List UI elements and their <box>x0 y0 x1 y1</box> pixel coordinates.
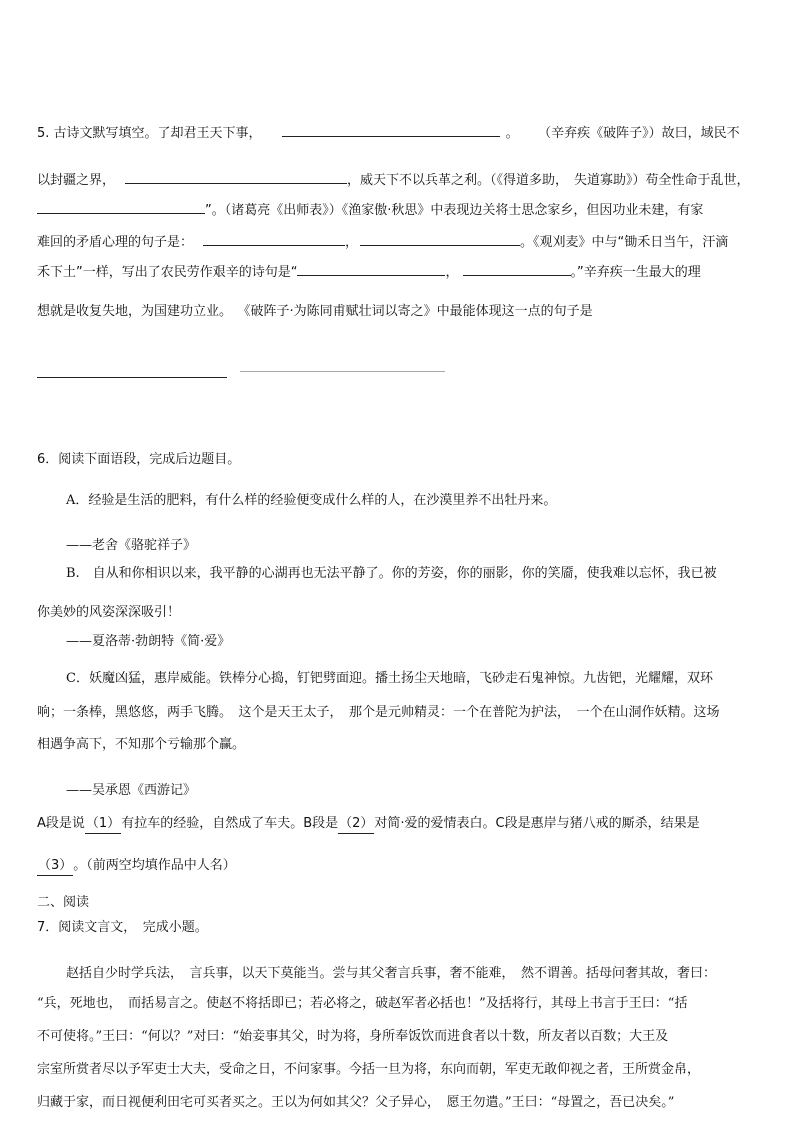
q6-passage-c-2: 响；一条棒，黑悠悠，两手飞腾。 这个是天王太子， 那个是元帅精灵：一个在普陀为护法， 一个在山洞作妖精。这场 <box>37 705 720 720</box>
q5-text-5a: 禾下土”一样，写出了农民劳作艰辛的诗句是“ <box>37 265 298 280</box>
q5-line-5 <box>37 263 701 282</box>
q6-answer-text-d: 对简·爱的爱情表白。C段是惠岸与猪八戒的厮杀，结果是 <box>374 816 700 831</box>
q6-passage-b: B. 自从和你相识以来，我平静的心湖再也无法平静了。你的芳姿，你的丽影，你的笑靥，使我难以忘怀，我已被 <box>66 566 717 581</box>
q5-text-1a: 古诗文默写填空。了却君王天下事， <box>53 126 262 141</box>
q6-source-a: ——老舍《骆驼祥子》 <box>66 538 197 553</box>
q6-passage-c-3: 相遇争高下，不知那个亏输那个赢。 <box>37 737 246 752</box>
answer-blank[interactable] <box>240 371 445 372</box>
q5-line-2 <box>37 171 750 190</box>
q7-paragraph-5: 归藏于家，而日视便利田宅可买者买之。王以为何如其父？父子异心， 愿王勿遣。”王曰：“母置之，吾已决矣。” <box>37 1095 675 1110</box>
q6-passage-b-2: 你美妙的风姿深深吸引！ <box>37 605 181 620</box>
q6-source-b: ——夏洛蒂·勃朗特《简·爱》 <box>66 634 231 649</box>
q7-paragraph-4: 宗室所赏者尽以予军吏士大夫，受命之日，不问家事。今括一旦为将，东向而朝，军吏无敢仰视之者，王所赏金帛， <box>37 1062 701 1077</box>
q5-number: 5. <box>37 126 50 141</box>
answer-blank[interactable] <box>297 263 445 276</box>
q6-passage-a: A．经验是生活的肥料，有什么样的经验便变成什么样的人，在沙漠里养不出牡丹来。 <box>66 493 557 508</box>
q7-paragraph-1: 赵括自少时学兵法， 言兵事，以天下莫能当。尝与其父奢言兵事，奢不能难， 然不谓善。括母问奢其故，奢曰： <box>66 966 717 981</box>
q6-answer-text-e: 。（前两空均填作品中人名） <box>73 858 236 873</box>
answer-blank[interactable] <box>203 233 345 246</box>
answer-blank[interactable] <box>37 377 227 378</box>
q5-text-5b: ， <box>445 265 459 280</box>
q5-text-1b: 。 <box>505 126 519 141</box>
answer-blank-3[interactable]: （3） <box>37 857 73 876</box>
answer-blank-2[interactable]: （2） <box>338 815 374 834</box>
answer-blank-1[interactable]: （1） <box>85 815 121 834</box>
q6-answer-text-a: A段是说 <box>37 816 85 831</box>
q6-passage-c: C．妖魔凶猛，惠岸威能。铁棒分心捣，钉钯劈面迎。播土扬尘天地暗，飞砂走石鬼神惊。九齿钯，光耀耀，双环 <box>66 671 713 686</box>
q5-text-6b: 《破阵子·为陈同甫赋壮词以寄之》中最能体现这一点的句子是 <box>244 304 593 319</box>
answer-blank[interactable] <box>360 233 520 246</box>
q5-line-6 <box>37 303 593 321</box>
answer-blank[interactable] <box>463 263 571 276</box>
answer-blank[interactable] <box>282 124 500 137</box>
q5-text-2b: ，威天下不以兵革之利。（《得道多助， <box>347 173 569 188</box>
q5-line-4 <box>37 233 728 252</box>
q6-heading: 6．阅读下面语段，完成后边题目。 <box>37 452 241 467</box>
q5-line-1 <box>37 124 740 143</box>
q7-heading: 7．阅读文言文， 完成小题。 <box>37 920 208 935</box>
q5-text-4c: 。《观刈麦》中与“锄禾日当午，汗滴 <box>520 235 729 250</box>
q5-line-3 <box>37 201 703 220</box>
q6-source-c: ——吴承恩《西游记》 <box>66 783 197 798</box>
q5-text-3a: ”。（诸葛亮《出师表》）《渔家傲·秋思》中表现边关将士思念家乡，但因功业未建，有家 <box>205 203 704 218</box>
q5-text-2a: 以封疆之界， <box>37 173 116 188</box>
q5-text-2c: 失道寡助》）苟全性命于乱世， <box>574 173 750 188</box>
q7-paragraph-2: “兵，死地也， 而括易言之。使赵不将括即已；若必将之，破赵军者必括也！”及括将行，其母上书言于王曰：“括 <box>37 996 688 1011</box>
q6-answer-line-2 <box>37 857 236 876</box>
q6-answer-text-c: 有拉车的经验，自然成了车夫。B段是 <box>121 816 339 831</box>
q5-text-4b: ， <box>345 235 359 250</box>
section-heading: 二、阅读 <box>37 895 90 910</box>
q6-answer-line <box>37 815 700 834</box>
q5-text-1c: （辛弃疾《破阵子》）故曰，域民不 <box>544 126 740 141</box>
q5-text-5c: 。”辛弃疾一生最大的理 <box>570 265 701 280</box>
q7-paragraph-3: 不可使将。”王曰：“何以？”对曰：“始妾事其父，时为将，身所奉饭饮而进食者以十数，所友者以百数；大王及 <box>37 1029 669 1044</box>
q5-text-4a: 难回的矛盾心理的句子是： <box>37 235 194 250</box>
answer-blank[interactable] <box>125 171 347 184</box>
answer-blank[interactable] <box>37 201 205 214</box>
q5-text-6a: 想就是收复失地，为国建功立业。 <box>37 304 233 319</box>
